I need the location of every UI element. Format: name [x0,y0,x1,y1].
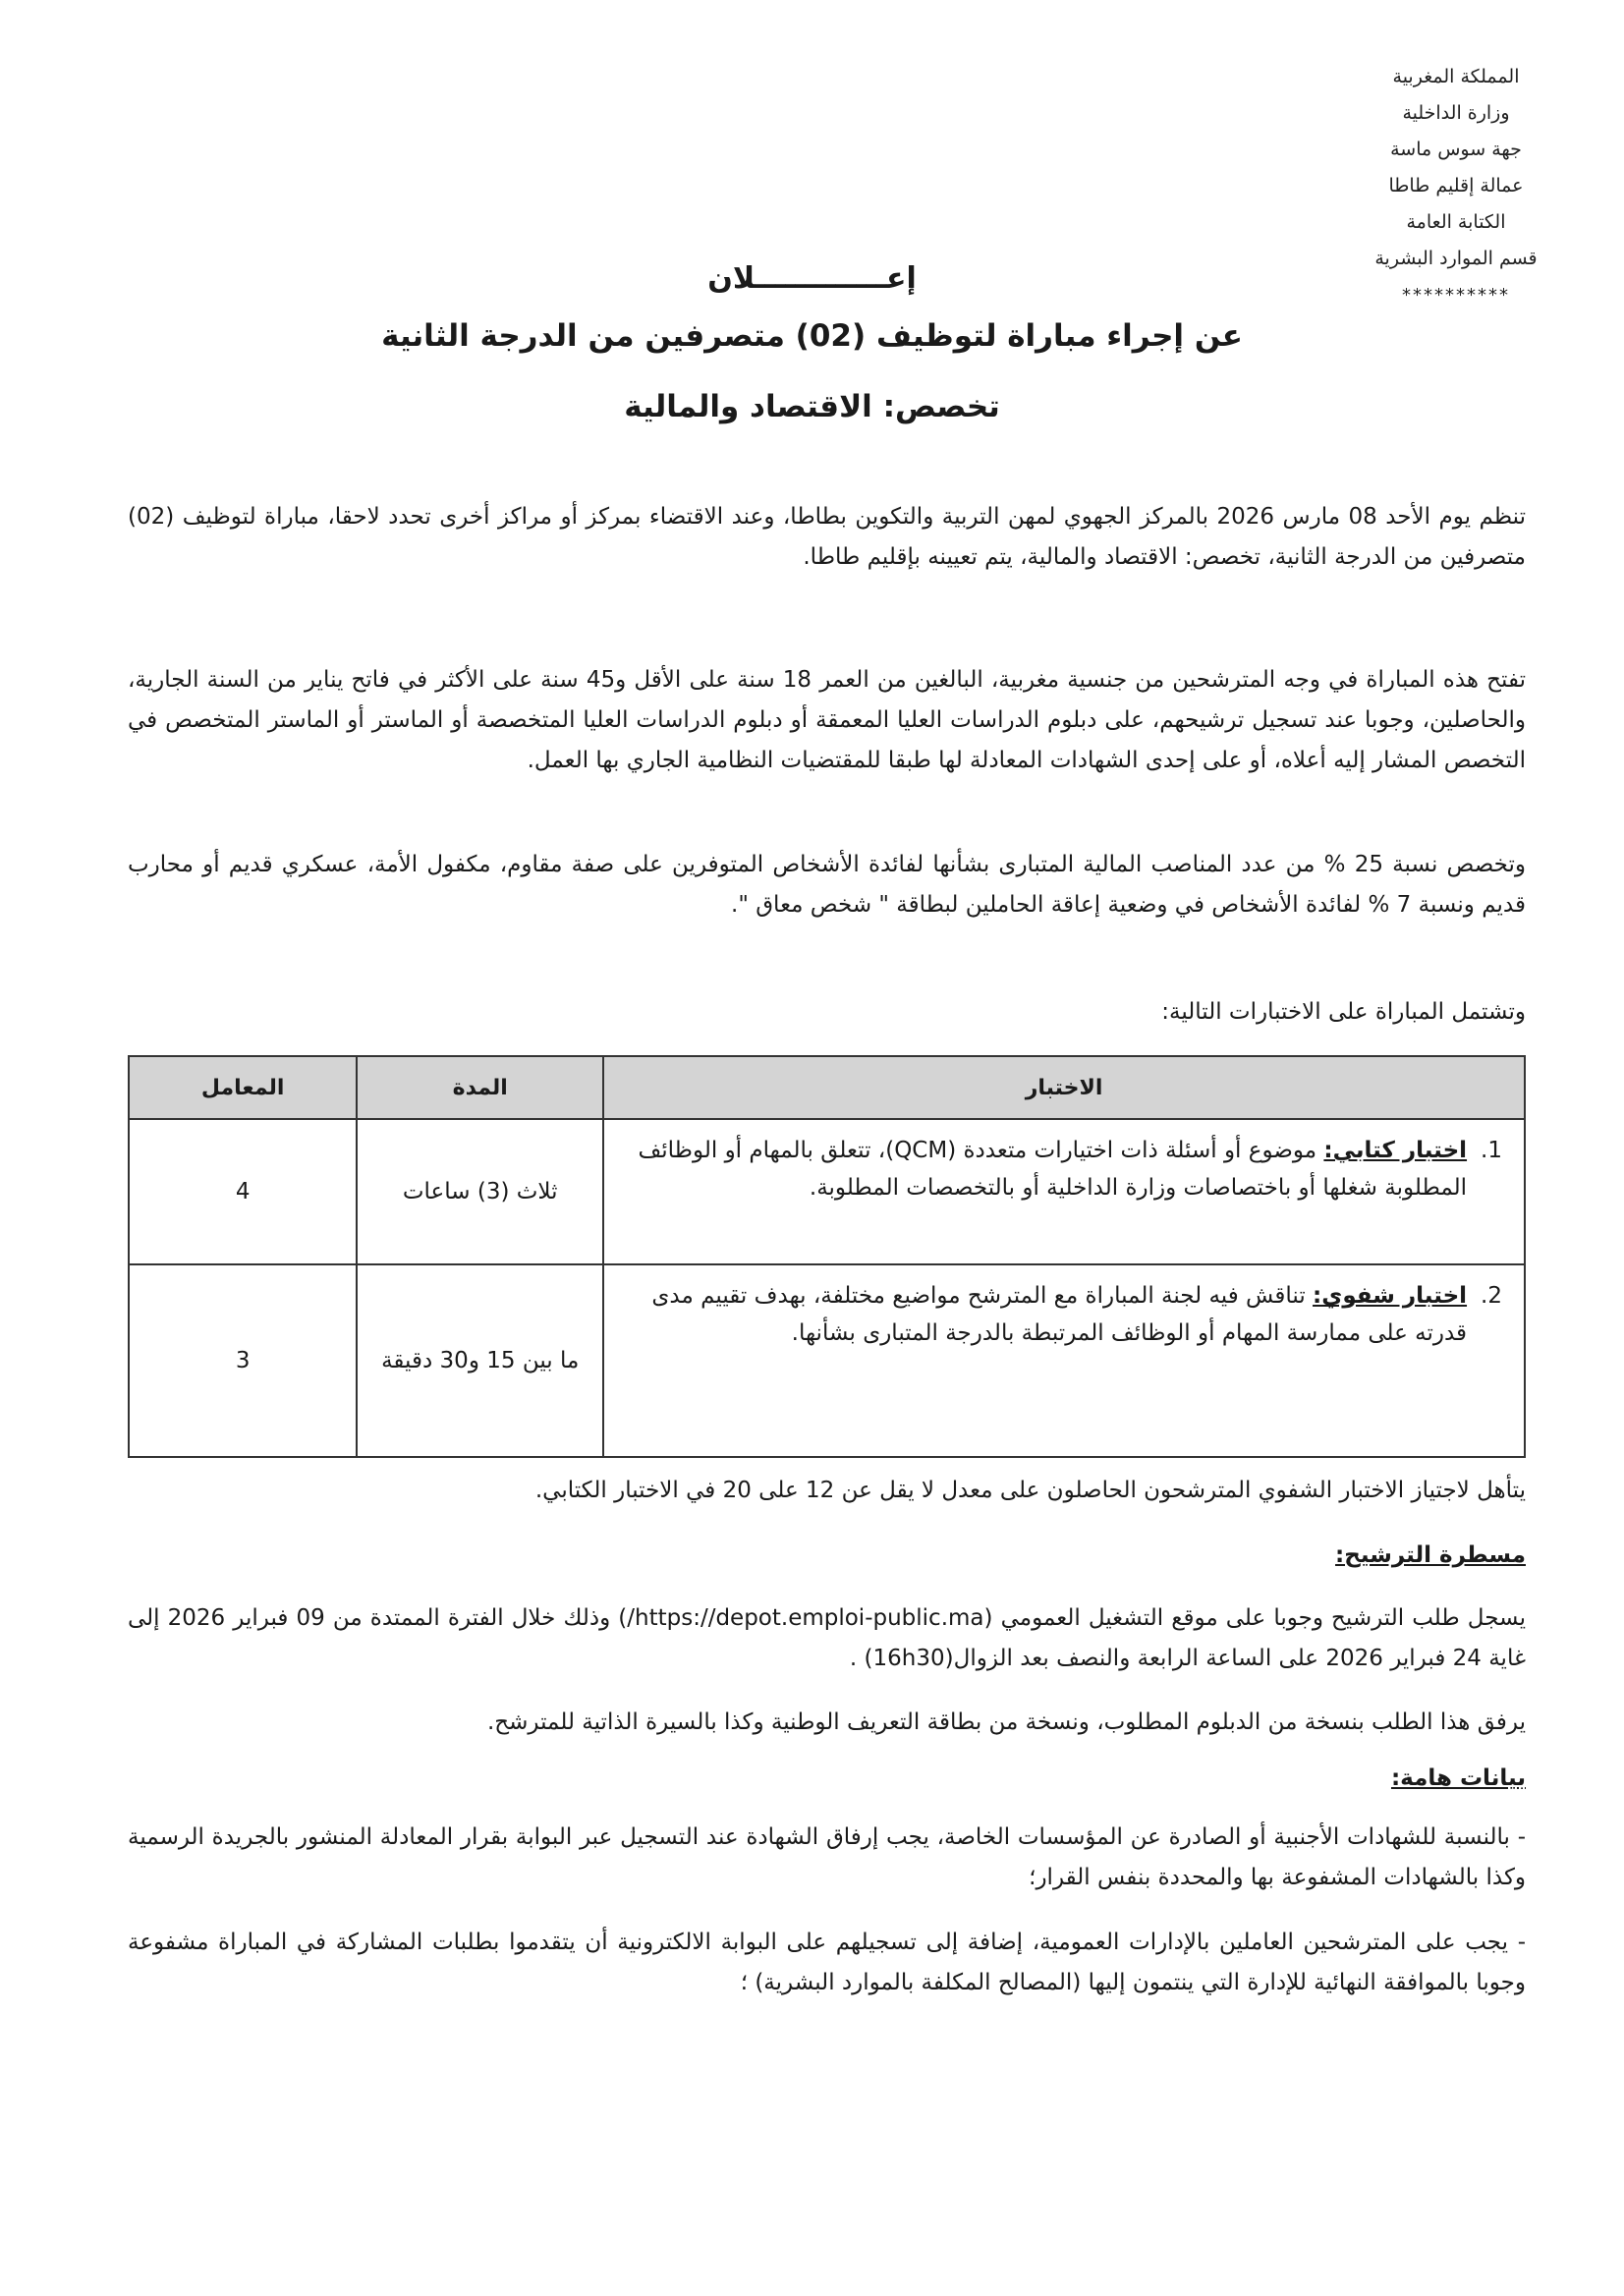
announcement-specialty: تخصص: الاقتصاد والمالية [624,389,1000,424]
table-header-row [129,1056,1525,1119]
announcement-subject: عن إجراء مباراة لتوظيف (02) متصرفين من الدرجة الثانية [381,318,1243,354]
paragraph-public-employees: - يجب على المترشحين العاملين بالإدارات العمومية، إضافة إلى تسجيلهم على البوابة الالكترونية أن يتقدموا بطلبات المشاركة في المباراة مشفوعة وجوبا بالموافقة النهائية للإدارة التي ينتمون إليها (المصالح المكلفة بالموارد البشرية) ؛ [128,1930,1526,1995]
exam-number: 1. [1481,1138,1502,1163]
letterhead-line: قسم الموارد البشرية [1374,248,1538,269]
duration-cell: ثلاث (3) ساعات [357,1119,603,1264]
letterhead-line: وزارة الداخلية [1402,102,1510,124]
letterhead [1343,59,1569,313]
exam-label: اختبار شفوي: [1313,1283,1468,1309]
paragraph-foreign-diplomas: - بالنسبة للشهادات الأجنبية أو الصادرة عن المؤسسات الخاصة، يجب إرفاق الشهادة عند التسجيل عبر البوابة بقرار المعادلة المنشور بالجريدة الرسمية وكذا بالشهادات المشفوعة بها والمحددة بنفس القرار؛ [128,1824,1526,1890]
paragraph-attachments: يرفق هذا الطلب بنسخة من الدبلوم المطلوب، ونسخة من بطاقة التعريف الوطنية وكذا بالسيرة الذاتية للمترشح. [486,1709,1526,1735]
announcement-heading: إعـــــــــــــلان [707,261,917,296]
column-header-duration: المدة [357,1056,603,1119]
letterhead-line: المملكة المغربية [1392,66,1520,87]
paragraph-tests-intro: وتشتمل المباراة على الاختبارات التالية: [1161,999,1526,1025]
exam-number: 2. [1481,1283,1502,1309]
letterhead-separator: ********** [1402,285,1510,306]
table-row [129,1264,1525,1457]
paragraph-exam-date: تنظم يوم الأحد 08 مارس 2026 بالمركز الجهوي لمهن التربية والتكوين بطاطا، وعند الاقتضاء بمركز أو مراكز أخرى تحدد لاحقا، مباراة لتوظيف (02) متصرفين من الدرجة الثانية، تخصص: الاقتصاد والمالية، يتم تعيينه بإقليم طاطا. [128,504,1526,570]
column-header-exam: الاختبار [603,1056,1525,1119]
coefficient-cell: 3 [129,1264,357,1457]
paragraph-oral-qualification: يتأهل لاجتياز الاختبار الشفوي المترشحون الحاصلون على معدل لا يقل عن 12 على 20 في الاختبار الكتابي. [534,1478,1526,1503]
letterhead-line: الكتابة العامة [1406,211,1506,233]
title-block [295,257,1329,430]
duration-cell: ما بين 15 و30 دقيقة [357,1264,603,1457]
paragraph-registration: يسجل طلب الترشيح وجوبا على موقع التشغيل العمومي (https://depot.emploi-public.ma/) وذلك خلال الفترة الممتدة من 09 فبراير 2026 إلى غاية 24 فبراير 2026 على الساعة الرابعة والنصف بعد الزوال(16h30) . [128,1605,1526,1671]
exam-label: اختبار كتابي: [1323,1138,1468,1163]
column-header-coefficient: المعامل [129,1056,357,1119]
exam-cell [603,1264,1525,1457]
section-heading-application: مسطرة الترشيح: [1335,1542,1526,1568]
paragraph-quota: وتخصص نسبة 25 % من عدد المناصب المالية المتبارى بشأنها لفائدة الأشخاص المتوفرين على صفة مقاوم، مكفول الأمة، عسكري قديم أو محارب قديم ونسبة 7 % لفائدة الأشخاص في وضعية إعاقة الحاملين لبطاقة " شخص معاق ". [128,852,1527,918]
letterhead-line: عمالة إقليم طاطا [1388,175,1524,196]
exam-description: موضوع أو أسئلة ذات اختيارات متعددة (QCM)، تتعلق بالمهام أو الوظائف المطلوبة شغلها أو باختصاصات وزارة الداخلية أو بالتخصصات المطلوبة. [638,1138,1468,1201]
letterhead-line: جهة سوس ماسة [1390,139,1522,160]
exams-table [128,1055,1526,1458]
paragraph-eligibility: تفتح هذه المباراة في وجه المترشحين من جنسية مغربية، البالغين من العمر 18 سنة على الأقل و45 سنة على الأكثر في فاتح يناير من السنة الجارية، والحاصلين، وجوبا عند تسجيل ترشيحهم، على دبلوم الدراسات العليا المعمقة أو دبلوم الدراسات العليا المتخصصة أو الماستر أو الماستر المتخصص في التخصص المشار إليه أعلاه، أو على إحدى الشهادات المعادلة لها طبقا للمقتضيات النظامية الجاري بها العمل. [128,667,1526,773]
section-heading-important: بيانات هامة: [1390,1765,1526,1791]
table-row [129,1119,1525,1264]
exam-cell [603,1119,1525,1264]
exam-description: تناقش فيه لجنة المباراة مع المترشح مواضيع مختلفة، بهدف تقييم مدى قدرته على ممارسة المهام أو الوظائف المرتبطة بالدرجة المتبارى بشأنها. [651,1283,1468,1346]
coefficient-cell: 4 [129,1119,357,1264]
